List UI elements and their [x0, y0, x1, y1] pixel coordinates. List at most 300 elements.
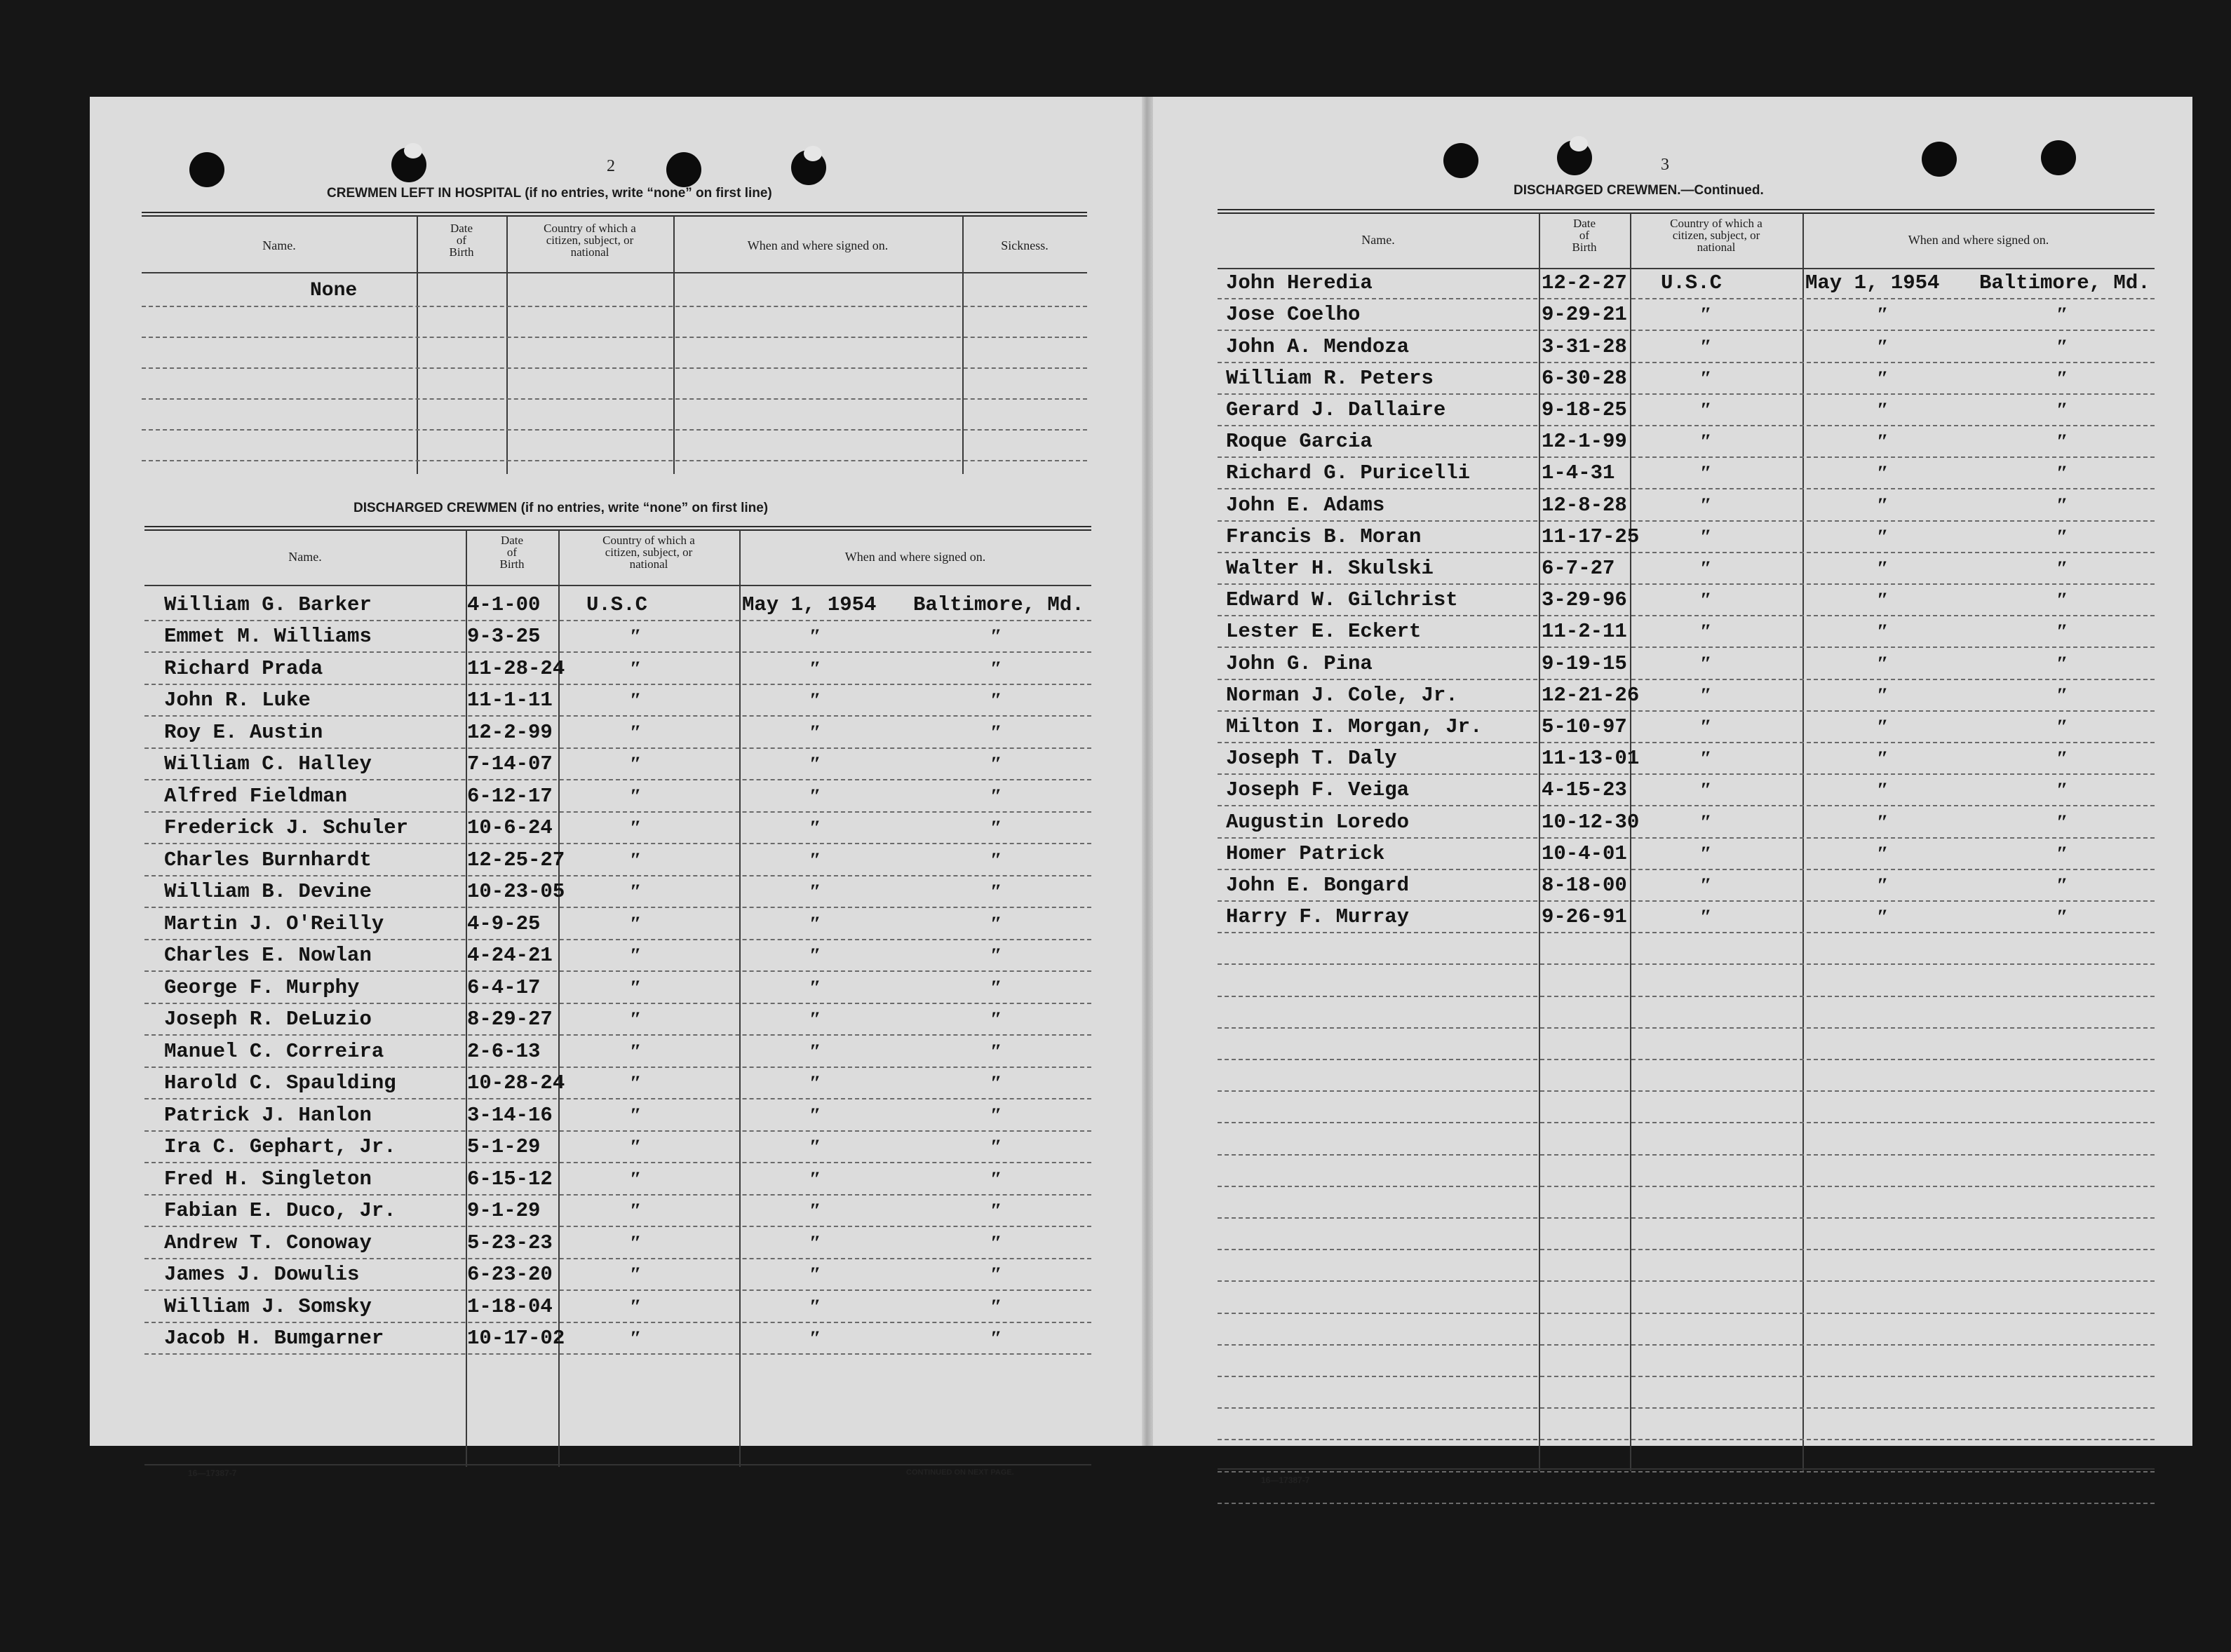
citizenship: ″ [630, 1039, 642, 1063]
crewman-name: Joseph T. Daly [1226, 747, 1397, 771]
col-header-country: Country of which a citizen, subject, or national [544, 222, 636, 259]
signed-on-date: ″ [809, 975, 821, 999]
citizenship: ″ [630, 848, 642, 872]
signed-on-place: ″ [2056, 841, 2068, 865]
signed-on-date: ″ [1877, 747, 1889, 771]
crewman-name: Lester E. Eckert [1226, 620, 1422, 644]
crewman-name: George F. Murphy [164, 975, 360, 999]
signed-on-place: ″ [990, 912, 1002, 935]
col-header-name: Name. [1361, 233, 1395, 247]
date-of-birth: 9-1-29 [467, 1199, 541, 1222]
signed-on-date: ″ [1877, 556, 1889, 580]
citizenship: ″ [630, 1008, 642, 1031]
signed-on-date: ″ [809, 944, 821, 967]
hospital-title: CREWMEN LEFT IN HOSPITAL [327, 186, 521, 201]
date-of-birth: 12-21-26 [1542, 683, 1640, 707]
crewman-name: Augustin Loredo [1226, 810, 1410, 834]
signed-on-place: ″ [2056, 620, 2068, 644]
crewman-name: Andrew T. Conoway [164, 1231, 372, 1254]
col-header-signed-on: When and where signed on. [844, 550, 986, 564]
table-bottom-rule [144, 1464, 1091, 1465]
punch-hole [666, 152, 701, 187]
citizenship: ″ [1700, 651, 1712, 675]
date-of-birth: 6-15-12 [467, 1167, 553, 1191]
citizenship: ″ [1700, 461, 1712, 485]
empty-row-line [1218, 1059, 2155, 1060]
date-of-birth: 11-13-01 [1542, 747, 1640, 771]
date-of-birth: 12-8-28 [1542, 493, 1627, 517]
signed-on-date: ″ [809, 1263, 821, 1286]
table-row [1218, 902, 2155, 933]
signed-on-date: ″ [809, 1039, 821, 1063]
crewman-name: John G. Pina [1226, 651, 1373, 675]
table-row [1218, 775, 2155, 806]
crewman-name: Emmet M. Williams [164, 625, 372, 648]
date-of-birth: 3-14-16 [467, 1103, 553, 1127]
signed-on-date: ″ [1877, 430, 1889, 454]
crewman-name: Jose Coelho [1226, 303, 1361, 327]
table-row [1218, 743, 2155, 775]
signed-on-place: ″ [990, 1103, 1002, 1127]
left-page [90, 97, 1142, 1478]
citizenship: ″ [630, 625, 642, 648]
signed-on-date: ″ [809, 1294, 821, 1318]
signed-on-place: ″ [2056, 715, 2068, 738]
empty-row-line [1218, 1503, 2155, 1504]
citizenship: ″ [630, 1327, 642, 1350]
column-divider [673, 216, 675, 474]
signed-on-date: ″ [809, 1231, 821, 1254]
date-of-birth: 5-10-97 [1542, 715, 1627, 738]
table-row [144, 844, 1091, 876]
signed-on-place: ″ [2056, 651, 2068, 675]
signed-on-date: May 1, 1954 [1805, 271, 1940, 295]
empty-row-line [1218, 1376, 2155, 1377]
signed-on-place: ″ [2056, 493, 2068, 517]
page-number: 2 [607, 157, 616, 175]
signed-on-place: ″ [2056, 873, 2068, 897]
date-of-birth: 7-14-07 [467, 752, 553, 776]
signed-on-place: ″ [2056, 398, 2068, 421]
table-row [1218, 522, 2155, 553]
discharged-table-right [1218, 209, 2155, 1471]
empty-row-line [1218, 1090, 2155, 1092]
crewman-name: Joseph F. Veiga [1226, 778, 1410, 802]
signed-on-date: ″ [809, 912, 821, 935]
page-gutter [1142, 97, 1153, 1446]
citizenship: ″ [630, 752, 642, 776]
table-row [144, 780, 1091, 813]
table-row [144, 1196, 1091, 1228]
signed-on-place: ″ [2056, 334, 2068, 358]
table-rule [144, 526, 1091, 531]
signed-on-place: ″ [2056, 366, 2068, 390]
table-row [144, 1132, 1091, 1164]
punch-hole [391, 147, 426, 182]
table-row [1218, 489, 2155, 521]
citizenship: ″ [1700, 524, 1712, 548]
signed-on-place: ″ [2056, 303, 2068, 327]
signed-on-place: ″ [990, 1135, 1002, 1158]
table-row [1218, 806, 2155, 838]
signed-on-place: ″ [2056, 905, 2068, 929]
punch-hole [1557, 140, 1592, 175]
col-header-country: Country of which a citizen, subject, or national [602, 534, 695, 571]
date-of-birth: 12-2-99 [467, 720, 553, 744]
citizenship: ″ [1700, 398, 1712, 421]
crewman-name: Norman J. Cole, Jr. [1226, 683, 1458, 707]
col-header-name: Name. [288, 550, 322, 564]
signed-on-date: ″ [1877, 778, 1889, 802]
manifest-sheet [90, 97, 2192, 1485]
citizenship: ″ [1700, 905, 1712, 929]
signed-on-date: ″ [809, 1327, 821, 1350]
crewman-name: Joseph R. DeLuzio [164, 1008, 372, 1031]
signed-on-date: ″ [809, 1103, 821, 1127]
date-of-birth: 2-6-13 [467, 1039, 541, 1063]
punch-hole [791, 150, 826, 185]
date-of-birth: 4-1-00 [467, 593, 541, 616]
table-row [1218, 426, 2155, 458]
table-bottom-rule [1218, 1468, 2155, 1470]
table-row [144, 1163, 1091, 1196]
signed-on-place: ″ [990, 752, 1002, 776]
crewman-name: Ira C. Gephart, Jr. [164, 1135, 396, 1158]
crewman-name: Edward W. Gilchrist [1226, 588, 1458, 612]
date-of-birth: 11-2-11 [1542, 620, 1627, 644]
citizenship: ″ [630, 656, 642, 680]
table-row [1218, 458, 2155, 489]
citizenship: ″ [1700, 778, 1712, 802]
col-header-dob: Date of Birth [1572, 217, 1597, 254]
table-row [144, 1068, 1091, 1100]
signed-on-date: ″ [1877, 651, 1889, 675]
signed-on-place: ″ [990, 784, 1002, 808]
signed-on-place: ″ [990, 689, 1002, 712]
discharged-note: (if no entries, write “none” on first line) [520, 501, 769, 515]
table-row [1218, 839, 2155, 870]
date-of-birth: 6-7-27 [1542, 556, 1615, 580]
citizenship: ″ [1700, 334, 1712, 358]
date-of-birth: 4-9-25 [467, 912, 541, 935]
citizenship: ″ [630, 1294, 642, 1318]
col-header-country: Country of which a citizen, subject, or national [1670, 217, 1762, 254]
hospital-section-title [327, 186, 772, 201]
signed-on-place: ″ [990, 944, 1002, 967]
crewman-name: John A. Mendoza [1226, 334, 1410, 358]
table-rule [142, 272, 1087, 273]
crewman-name: William G. Barker [164, 593, 372, 616]
date-of-birth: 8-18-00 [1542, 873, 1627, 897]
crewman-name: Richard Prada [164, 656, 323, 680]
signed-on-date: ″ [809, 816, 821, 839]
date-of-birth: 12-1-99 [1542, 430, 1627, 454]
column-divider [962, 216, 964, 474]
signed-on-date: ″ [1877, 524, 1889, 548]
table-rule [1218, 209, 2155, 214]
signed-on-place: ″ [2056, 524, 2068, 548]
citizenship: ″ [1700, 620, 1712, 644]
citizenship: ″ [630, 1263, 642, 1286]
citizenship: U.S.C [586, 593, 648, 616]
signed-on-place: ″ [990, 816, 1002, 839]
table-row [1218, 553, 2155, 585]
table-row [144, 589, 1091, 621]
punch-hole [189, 152, 224, 187]
signed-on-place: ″ [990, 848, 1002, 872]
citizenship: ″ [630, 944, 642, 967]
signed-on-place: ″ [990, 975, 1002, 999]
crewman-name: John R. Luke [164, 689, 311, 712]
date-of-birth: 11-17-25 [1542, 524, 1640, 548]
col-header-name: Name. [262, 238, 296, 252]
crewman-name: William J. Somsky [164, 1294, 372, 1318]
empty-row-line [1218, 963, 2155, 965]
table-row [1218, 363, 2155, 395]
empty-row-line [1218, 1249, 2155, 1250]
date-of-birth: 12-25-27 [467, 848, 565, 872]
discharged-continued-title: DISCHARGED CREWMEN.—Continued. [1514, 183, 1764, 198]
citizenship: ″ [630, 1199, 642, 1222]
table-row [144, 685, 1091, 717]
crewman-name: Frederick J. Schuler [164, 816, 409, 839]
table-row [1218, 680, 2155, 712]
citizenship: ″ [1700, 493, 1712, 517]
citizenship: ″ [630, 1231, 642, 1254]
right-page [1153, 97, 2192, 1485]
citizenship: ″ [1700, 556, 1712, 580]
citizenship: ″ [1700, 747, 1712, 771]
signed-on-place: ″ [2056, 778, 2068, 802]
table-row [144, 1004, 1091, 1036]
signed-on-place: ″ [990, 625, 1002, 648]
citizenship: ″ [1700, 683, 1712, 707]
citizenship: ″ [630, 1167, 642, 1191]
citizenship: ″ [630, 880, 642, 903]
crewman-name: Walter H. Skulski [1226, 556, 1434, 580]
signed-on-place: ″ [990, 1231, 1002, 1254]
signed-on-place: ″ [990, 880, 1002, 903]
table-row [144, 1259, 1091, 1292]
signed-on-date: ″ [1877, 334, 1889, 358]
date-of-birth: 10-6-24 [467, 816, 553, 839]
signed-on-date: ″ [809, 1071, 821, 1095]
signed-on-place: ″ [990, 720, 1002, 744]
date-of-birth: 5-1-29 [467, 1135, 541, 1158]
signed-on-place: ″ [2056, 430, 2068, 454]
signed-on-date: ″ [809, 752, 821, 776]
citizenship: ″ [1700, 715, 1712, 738]
table-row [1218, 870, 2155, 902]
table-row [144, 1036, 1091, 1068]
hospital-entry-none: None [310, 280, 358, 302]
table-rule [144, 585, 1091, 586]
crewman-name: John E. Bongard [1226, 873, 1410, 897]
table-row [144, 940, 1091, 973]
table-row [1218, 299, 2155, 331]
signed-on-date: ″ [809, 848, 821, 872]
date-of-birth: 10-12-30 [1542, 810, 1640, 834]
table-row [144, 1099, 1091, 1132]
crewman-name: Harry F. Murray [1226, 905, 1410, 929]
signed-on-date: ″ [1877, 620, 1889, 644]
citizenship: ″ [630, 1103, 642, 1127]
crewman-name: Harold C. Spaulding [164, 1071, 396, 1095]
table-row [1218, 616, 2155, 648]
table-row [144, 1323, 1091, 1355]
empty-row-line [1218, 1186, 2155, 1187]
signed-on-date: ″ [809, 720, 821, 744]
signed-on-date: ″ [1877, 588, 1889, 612]
col-header-dob: Date of Birth [449, 222, 474, 259]
signed-on-date: ″ [1877, 461, 1889, 485]
empty-row-line [1218, 1344, 2155, 1346]
signed-on-date: ″ [809, 656, 821, 680]
citizenship: ″ [630, 720, 642, 744]
date-of-birth: 1-4-31 [1542, 461, 1615, 485]
date-of-birth: 11-1-11 [467, 689, 553, 712]
signed-on-place: ″ [990, 1008, 1002, 1031]
table-row [144, 749, 1091, 781]
crewman-name: Martin J. O'Reilly [164, 912, 384, 935]
signed-on-place: ″ [990, 1167, 1002, 1191]
date-of-birth: 5-23-23 [467, 1231, 553, 1254]
crewman-name: Fred H. Singleton [164, 1167, 372, 1191]
citizenship: ″ [630, 1135, 642, 1158]
table-row [144, 813, 1091, 845]
citizenship: ″ [630, 975, 642, 999]
table-row [144, 972, 1091, 1004]
date-of-birth: 9-3-25 [467, 625, 541, 648]
date-of-birth: 3-31-28 [1542, 334, 1627, 358]
signed-on-date: ″ [1877, 493, 1889, 517]
empty-row-line [1218, 1154, 2155, 1156]
table-row [144, 717, 1091, 749]
citizenship: ″ [1700, 873, 1712, 897]
citizenship: ″ [1700, 366, 1712, 390]
crewman-name: Patrick J. Hanlon [164, 1103, 372, 1127]
signed-on-place: ″ [2056, 588, 2068, 612]
crewman-name: Manuel C. Correira [164, 1039, 384, 1063]
signed-on-date: ″ [1877, 873, 1889, 897]
crewman-name: John Heredia [1226, 271, 1373, 295]
date-of-birth: 6-12-17 [467, 784, 553, 808]
date-of-birth: 6-23-20 [467, 1263, 553, 1286]
date-of-birth: 11-28-24 [467, 656, 565, 680]
empty-row-line [1218, 1313, 2155, 1314]
date-of-birth: 9-29-21 [1542, 303, 1627, 327]
crewman-name: William R. Peters [1226, 366, 1434, 390]
date-of-birth: 9-18-25 [1542, 398, 1627, 421]
signed-on-place: Baltimore, Md. [1979, 271, 2150, 295]
crewman-name: Richard G. Puricelli [1226, 461, 1471, 485]
table-row [144, 876, 1091, 909]
date-of-birth: 6-4-17 [467, 975, 541, 999]
discharged-title: DISCHARGED CREWMEN [353, 501, 518, 515]
citizenship: ″ [1700, 810, 1712, 834]
signed-on-date: May 1, 1954 [742, 593, 877, 616]
date-of-birth: 10-23-05 [467, 880, 565, 903]
col-header-sickness: Sickness. [1001, 238, 1049, 252]
punch-hole [1443, 143, 1478, 178]
crewman-name: William B. Devine [164, 880, 372, 903]
date-of-birth: 1-18-04 [467, 1294, 553, 1318]
table-row [1218, 585, 2155, 616]
date-of-birth: 10-28-24 [467, 1071, 565, 1095]
crewman-name: John E. Adams [1226, 493, 1385, 517]
signed-on-place: ″ [990, 1294, 1002, 1318]
empty-row-line [1218, 1471, 2155, 1472]
date-of-birth: 4-24-21 [467, 944, 553, 967]
table-row [1218, 712, 2155, 743]
discharged-table-left [144, 526, 1091, 1467]
date-of-birth: 12-2-27 [1542, 271, 1627, 295]
crewman-name: Gerard J. Dallaire [1226, 398, 1446, 421]
signed-on-date: ″ [1877, 905, 1889, 929]
citizenship: ″ [1700, 303, 1712, 327]
empty-row-line [1218, 1217, 2155, 1219]
table-row [144, 1291, 1091, 1323]
signed-on-date: ″ [1877, 398, 1889, 421]
hospital-note: (if no entries, write “none” on first line) [525, 186, 772, 201]
signed-on-place: ″ [2056, 556, 2068, 580]
citizenship: ″ [630, 816, 642, 839]
table-row [144, 1227, 1091, 1259]
table-row [144, 621, 1091, 654]
signed-on-date: ″ [809, 1199, 821, 1222]
signed-on-date: ″ [809, 784, 821, 808]
form-number: 16—17387-7 [188, 1468, 237, 1478]
date-of-birth: 9-19-15 [1542, 651, 1627, 675]
citizenship: ″ [630, 912, 642, 935]
empty-row-line [1218, 1407, 2155, 1409]
crewman-name: Jacob H. Bumgarner [164, 1327, 384, 1350]
col-header-dob: Date of Birth [499, 534, 525, 571]
signed-on-date: ″ [1877, 366, 1889, 390]
signed-on-date: ″ [809, 880, 821, 903]
signed-on-date: ″ [1877, 841, 1889, 865]
crewman-name: William C. Halley [164, 752, 372, 776]
crewman-name: Roy E. Austin [164, 720, 323, 744]
continued-note: CONTINUED ON NEXT PAGE. [906, 1468, 1014, 1477]
page-number: 3 [1661, 156, 1670, 174]
signed-on-place: ″ [2056, 810, 2068, 834]
signed-on-place: Baltimore, Md. [913, 593, 1084, 616]
crewman-name: Charles Burnhardt [164, 848, 372, 872]
crewman-name: Charles E. Nowlan [164, 944, 372, 967]
table-row [1218, 648, 2155, 679]
date-of-birth: 8-29-27 [467, 1008, 553, 1031]
table-rule [142, 212, 1087, 217]
discharged-section-title [353, 501, 768, 516]
punch-hole [1922, 142, 1957, 177]
signed-on-date: ″ [1877, 810, 1889, 834]
form-number: 16—17387-7 [1261, 1475, 1310, 1485]
citizenship: U.S.C [1661, 271, 1723, 295]
signed-on-place: ″ [990, 1039, 1002, 1063]
empty-row-line [1218, 996, 2155, 997]
signed-on-place: ″ [990, 1071, 1002, 1095]
date-of-birth: 4-15-23 [1542, 778, 1627, 802]
date-of-birth: 6-30-28 [1542, 366, 1627, 390]
empty-row-line [1218, 1280, 2155, 1282]
col-header-signed-on: When and where signed on. [1908, 233, 2049, 247]
signed-on-date: ″ [809, 1008, 821, 1031]
crewman-name: Milton I. Morgan, Jr. [1226, 715, 1483, 738]
crewman-name: Fabian E. Duco, Jr. [164, 1199, 396, 1222]
signed-on-date: ″ [809, 625, 821, 648]
col-header-signed-on: When and where signed on. [747, 238, 889, 252]
